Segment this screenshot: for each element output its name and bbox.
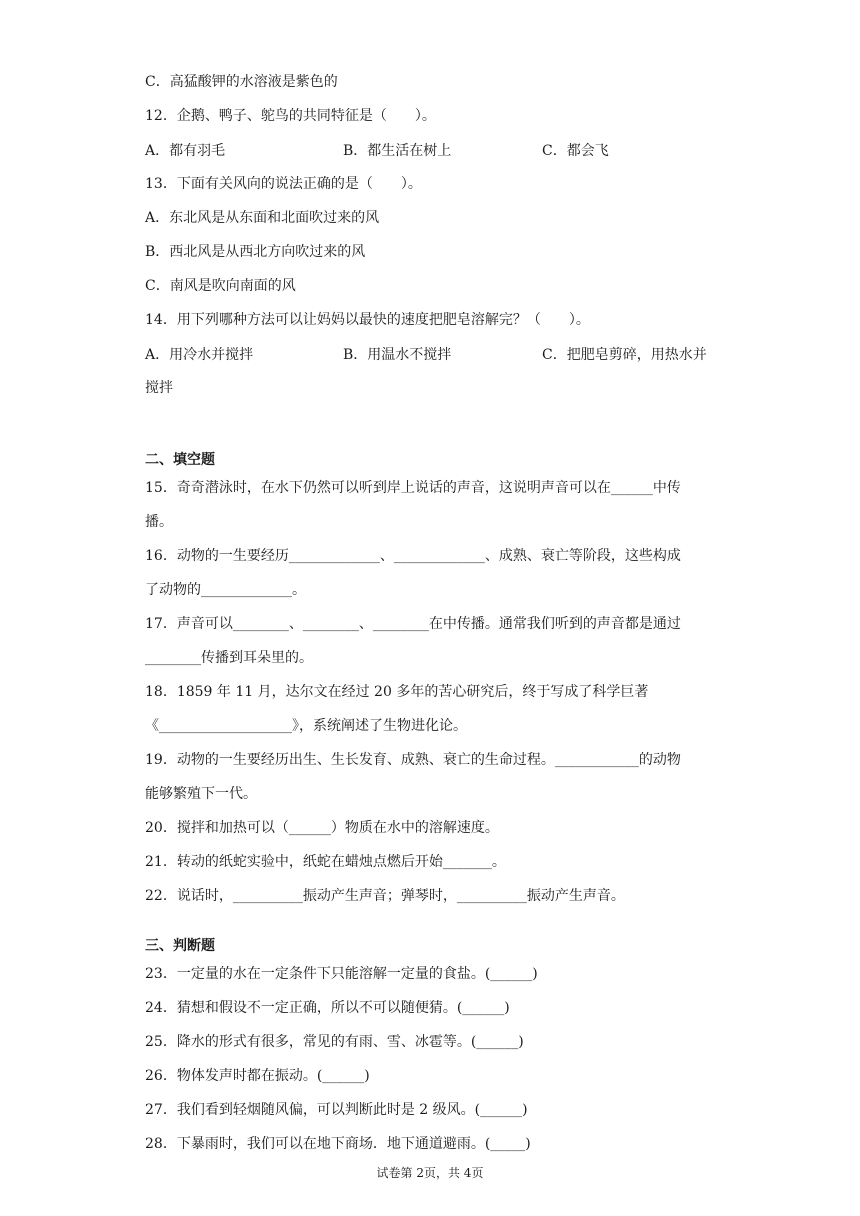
question-14: 14．用下列哪种方法可以让妈妈以最快的速度把肥皂溶解完？（ ）。 [145, 312, 590, 328]
question-12: 12．企鹅、鸭子、鸵鸟的共同特征是（ ）。 [145, 108, 436, 124]
question-26: 26．物体发声时都在振动。(______) [145, 1068, 370, 1084]
q13-option-c: C．南风是吹向南面的风 [145, 278, 296, 294]
question-16: 16．动物的一生要经历_____________、_____________、成熟、衰亡等阶段，这些构成 [145, 548, 681, 564]
q13-option-a: A．东北风是从东面和北面吹过来的风 [145, 210, 380, 226]
q12-option-c: C．都会飞 [542, 143, 609, 159]
q11-option-c: C．高猛酸钾的水溶液是紫色的 [145, 74, 338, 90]
page-footer: 试卷第 2页，共 4页 [376, 1166, 484, 1180]
question-17: 17．声音可以________、________、________在中传播。通常我们听到的声音都是通过 [145, 616, 681, 632]
question-24: 24．猜想和假设不一定正确，所以不可以随便猜。(______) [145, 1000, 510, 1016]
question-25: 25．降水的形式有很多，常见的有雨、雪、冰雹等。(______) [145, 1034, 524, 1050]
q14-option-b: B．用温水不搅拌 [343, 347, 452, 363]
question-19: 19．动物的一生要经历出生、生长发育、成熟、衰亡的生命过程。____________的动物 [145, 752, 681, 768]
question-23: 23．一定量的水在一定条件下只能溶解一定量的食盐。(______) [145, 966, 538, 982]
question-13: 13．下面有关风向的说法正确的是（ ）。 [145, 176, 422, 192]
question-15: 15．奇奇潜泳时，在水下仍然可以听到岸上说话的声音，这说明声音可以在______中传 [145, 480, 681, 496]
question-27: 27．我们看到轻烟随风偏，可以判断此时是 2 级风。(______) [145, 1102, 528, 1118]
question-28: 28．下暴雨时，我们可以在地下商场．地下通道避雨。(_____) [145, 1136, 531, 1152]
question-22: 22．说话时，__________振动产生声音；弹琴时，__________振动产生声音。 [145, 888, 625, 904]
question-18-continued: 《___________________》，系统阐述了生物进化论。 [145, 718, 467, 734]
question-21: 21．转动的纸蛇实验中，纸蛇在蜡烛点燃后开始_______。 [145, 854, 506, 870]
question-19-continued: 能够繁殖下一代。 [145, 786, 257, 802]
question-16-continued: 了动物的_____________。 [145, 582, 306, 598]
question-18: 18．1859 年 11 月，达尔文在经过 20 多年的苦心研究后，终于写成了科学巨著 [145, 684, 649, 700]
section-title-true-false: 三、判断题 [145, 938, 215, 954]
q14-option-c: C．把肥皂剪碎，用热水并 [542, 347, 707, 363]
q14-option-c-continued: 搅拌 [145, 380, 173, 396]
section-title-fill-in: 二、填空题 [145, 452, 215, 468]
question-15-continued: 播。 [145, 514, 173, 530]
q14-option-a: A．用冷水并搅拌 [145, 347, 254, 363]
q13-option-b: B．西北风是从西北方向吹过来的风 [145, 244, 366, 260]
question-17-continued: ________传播到耳朵里的。 [145, 650, 313, 666]
q12-option-a: A．都有羽毛 [145, 143, 226, 159]
question-20: 20．搅拌和加热可以（______）物质在水中的溶解速度。 [145, 820, 499, 836]
q12-option-b: B．都生活在树上 [343, 143, 452, 159]
